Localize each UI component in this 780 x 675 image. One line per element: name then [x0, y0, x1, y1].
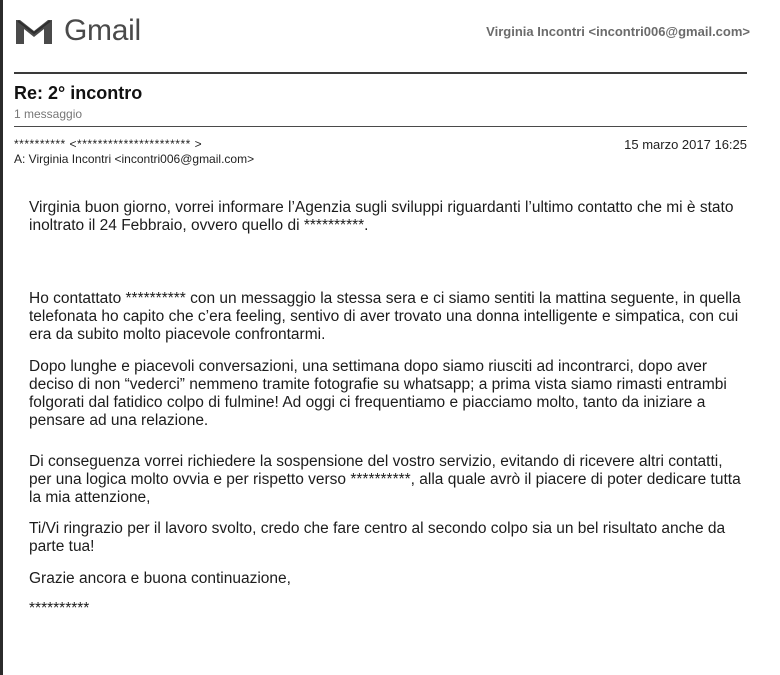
- message-subject: Re: 2° incontro: [14, 83, 143, 103]
- message-date: 15 marzo 2017 16:25: [624, 137, 747, 152]
- body-paragraph-2: Ho contattato ********** con un messaggio la stessa sera e ci siamo sentiti la mattina seguente, in quella telefonata ho capito che c’era feeling, sentivo di aver trovato una donna intelligente e simpatica, con cui era da subito molto piacevole confrontarmi.: [29, 290, 741, 343]
- body-paragraph-1: Virginia buon giorno, vorrei informare l’Agenzia sugli sviluppi riguardanti l’ultimo contatto che mi è stato inoltrato il 24 Febbraio, ovvero quello di **********.: [29, 199, 734, 234]
- body-paragraph-3: Dopo lunghe e piacevoli conversazioni, una settimana dopo siamo riusciti ad incontrarci, dopo aver deciso di non “vederci” nemmeno tramite fotografie su whatsapp; a prima vista siamo rimasti entrambi folgorati dal fatidico colpo di fulmine! Ad oggi ci frequentiamo e piacciamo molto, tanto da iniziare a pensare ad una relazione.: [29, 358, 727, 429]
- header-divider: [14, 72, 747, 74]
- body-paragraph-4: Di conseguenza vorrei richiedere la sospensione del vostro servizio, evitando di ricevere altri contatti, per una logica molto ovvia e per rispetto verso **********, alla quale avrò il piacere di poter dedicare tutta la mia attenzione,: [29, 453, 741, 506]
- gmail-wordmark: Gmail: [64, 14, 141, 47]
- body-closing: Grazie ancora e buona continuazione,: [29, 570, 291, 587]
- message-sender: ********** <********************** >: [14, 137, 203, 151]
- subject-divider: [14, 126, 747, 127]
- message-recipient: A: Virginia Incontri <incontri006@gmail.com>: [14, 152, 255, 166]
- page-border: [0, 0, 3, 675]
- body-paragraph-5: Ti/Vi ringrazio per il lavoro svolto, credo che fare centro al secondo colpo sia un bel risultato anche da parte tua!: [29, 520, 726, 555]
- gmail-m-icon: [14, 16, 54, 46]
- message-count: 1 messaggio: [14, 107, 83, 121]
- gmail-logo: [14, 14, 141, 48]
- body-signature: **********: [29, 600, 90, 617]
- gmail-header: [14, 14, 750, 54]
- account-email: Virginia Incontri <incontri006@gmail.com>: [486, 24, 750, 39]
